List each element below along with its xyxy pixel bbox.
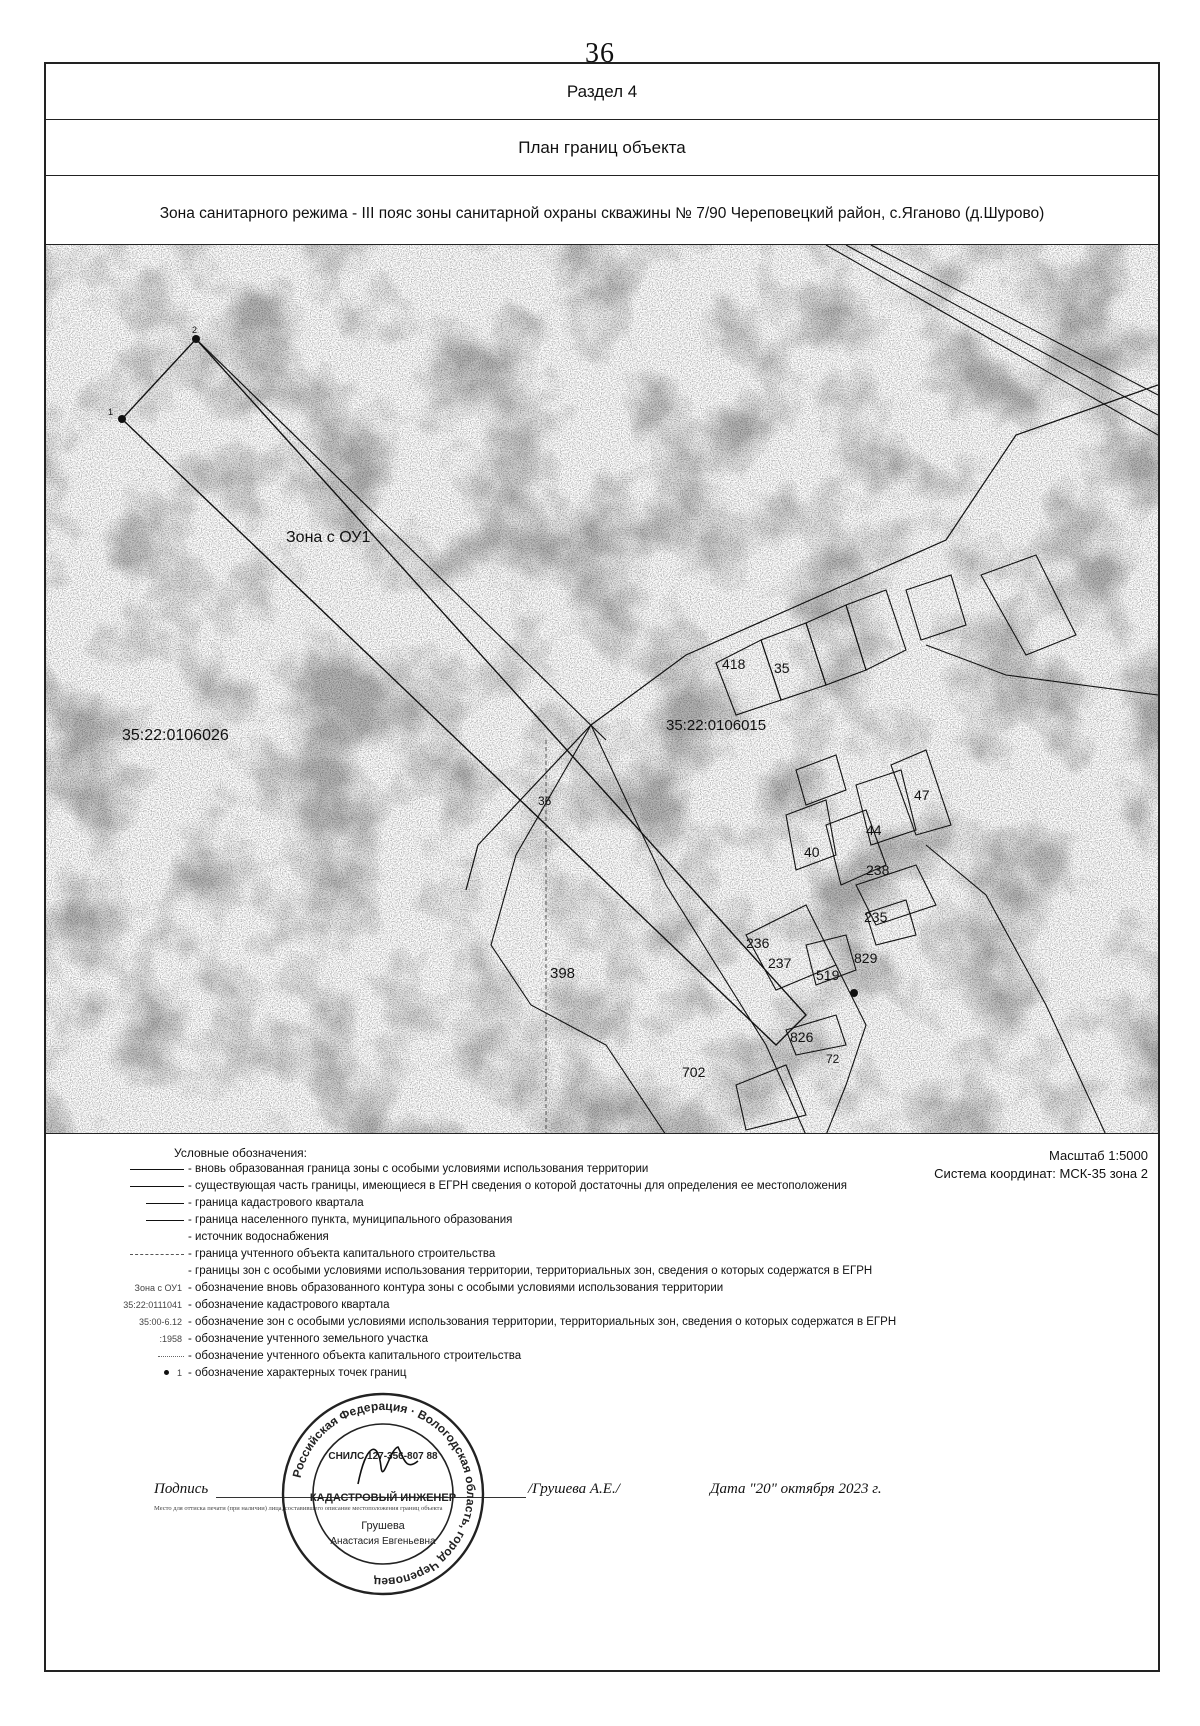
parcel-label: 829 xyxy=(854,950,878,966)
stamp-place-note: Место для оттиска печати (при наличии) лица, составившего описание местоположения границ объекта xyxy=(154,1505,443,1512)
boundary-point-2 xyxy=(192,335,200,343)
parcel-label: 72 xyxy=(826,1052,840,1066)
map-legend: Условные обозначения: Масштаб 1:5000 Система координат: МСК-35 зона 2 - вновь образованная граница зоны с особыми условиями использования территории - существующая часть границы, имеющиеся в ЕГРН сведения о которой достаточны для определения ее местоположения - граница кадастрового квартала - граница населенного пункта, муниципального образования - источник водоснабжения - граница учтенного объекта капитального строительства - границы зон с особыми условиями использования территории, территориальных зон, сведения о которых содержатся в ЕГРН Зона с ОУ1 - обозначение вновь образованного контура зоны с особыми условиями использования территории 35:22:0111041 - обозначение кадастрового квартала 35:00-6.12 - обозначение зон с особыми условиями использования территории, территориальных зон, сведения о которых содержатся в ЕГРН :1958 - обозначение учтенного земельного участка - обозначение учтенного объекта капитального строительства 1 - обозначение характерных точек границ xyxy=(123,1146,1148,1379)
signature-label: Подпись xyxy=(154,1481,209,1497)
quarter-boundary-symbol xyxy=(146,1203,184,1204)
seal-title: КАДАСТРОВЫЙ ИНЖЕНЕР xyxy=(309,1492,457,1504)
parcel-label: 236 xyxy=(746,935,770,951)
zone-label: Зона с ОУ1 xyxy=(286,529,371,546)
point-label-1: 1 xyxy=(108,407,114,417)
parcel-label: 418 xyxy=(722,656,746,672)
engineer-seal xyxy=(278,1389,488,1599)
parcel-label: 237 xyxy=(768,955,792,971)
quarter-label-east: 35:22:0106015 xyxy=(666,717,767,734)
parcel-label: 238 xyxy=(866,862,890,878)
coordinate-system: Система координат: МСК-35 зона 2 xyxy=(934,1166,1148,1181)
map-drawing xyxy=(46,245,1158,1134)
parcel-label: 44 xyxy=(866,822,882,838)
parcel-label: 40 xyxy=(804,844,820,860)
signer-name: /Грушева А.Е./ xyxy=(528,1481,620,1497)
existing-boundary-symbol xyxy=(130,1186,184,1187)
building-boundary-symbol xyxy=(130,1254,184,1255)
water-source xyxy=(850,989,858,997)
parcel-label: 47 xyxy=(914,787,930,803)
seal-snils: СНИЛС 127-356-807 88 xyxy=(328,1451,438,1462)
legend-title: Условные обозначения: xyxy=(174,1146,307,1160)
quarter-label-west: 35:22:0106026 xyxy=(122,727,229,744)
new-boundary-symbol xyxy=(130,1169,184,1170)
parcel-label: 35 xyxy=(774,660,790,676)
section-title: Раздел 4 xyxy=(46,64,1158,120)
parcel-label: 235 xyxy=(864,909,888,925)
parcel-label: 702 xyxy=(682,1064,706,1080)
plan-sheet xyxy=(44,62,1160,1672)
signature-date: Дата "20" октября 2023 г. xyxy=(710,1481,882,1497)
settlement-boundary-symbol xyxy=(146,1220,184,1221)
map-scale: Масштаб 1:5000 xyxy=(1049,1148,1148,1163)
boundary-map xyxy=(46,244,1158,1134)
page-number: 36 xyxy=(585,38,615,69)
parcel-label: 36 xyxy=(538,794,552,808)
plan-title: План границ объекта xyxy=(46,120,1158,176)
point-label-2: 2 xyxy=(192,325,198,335)
parcel-label: 519 xyxy=(816,967,840,983)
parcel-label: 826 xyxy=(790,1029,814,1045)
aerial-noise xyxy=(46,245,1158,1134)
building-label-symbol xyxy=(158,1356,184,1357)
object-title: Зона санитарного режима - III пояс зоны санитарной охраны скважины № 7/90 Череповецкий район, с.Яганово (д.Шурово) xyxy=(159,205,1045,222)
seal-name-line2: Анастасия Евгеньевна xyxy=(330,1536,436,1547)
seal-outer-text: Российская Федерация · Вологодская область, город Череповец xyxy=(289,1398,479,1590)
parcel-label: 398 xyxy=(550,965,576,982)
boundary-point-1 xyxy=(118,415,126,423)
seal-name-line1: Грушева xyxy=(361,1520,405,1532)
